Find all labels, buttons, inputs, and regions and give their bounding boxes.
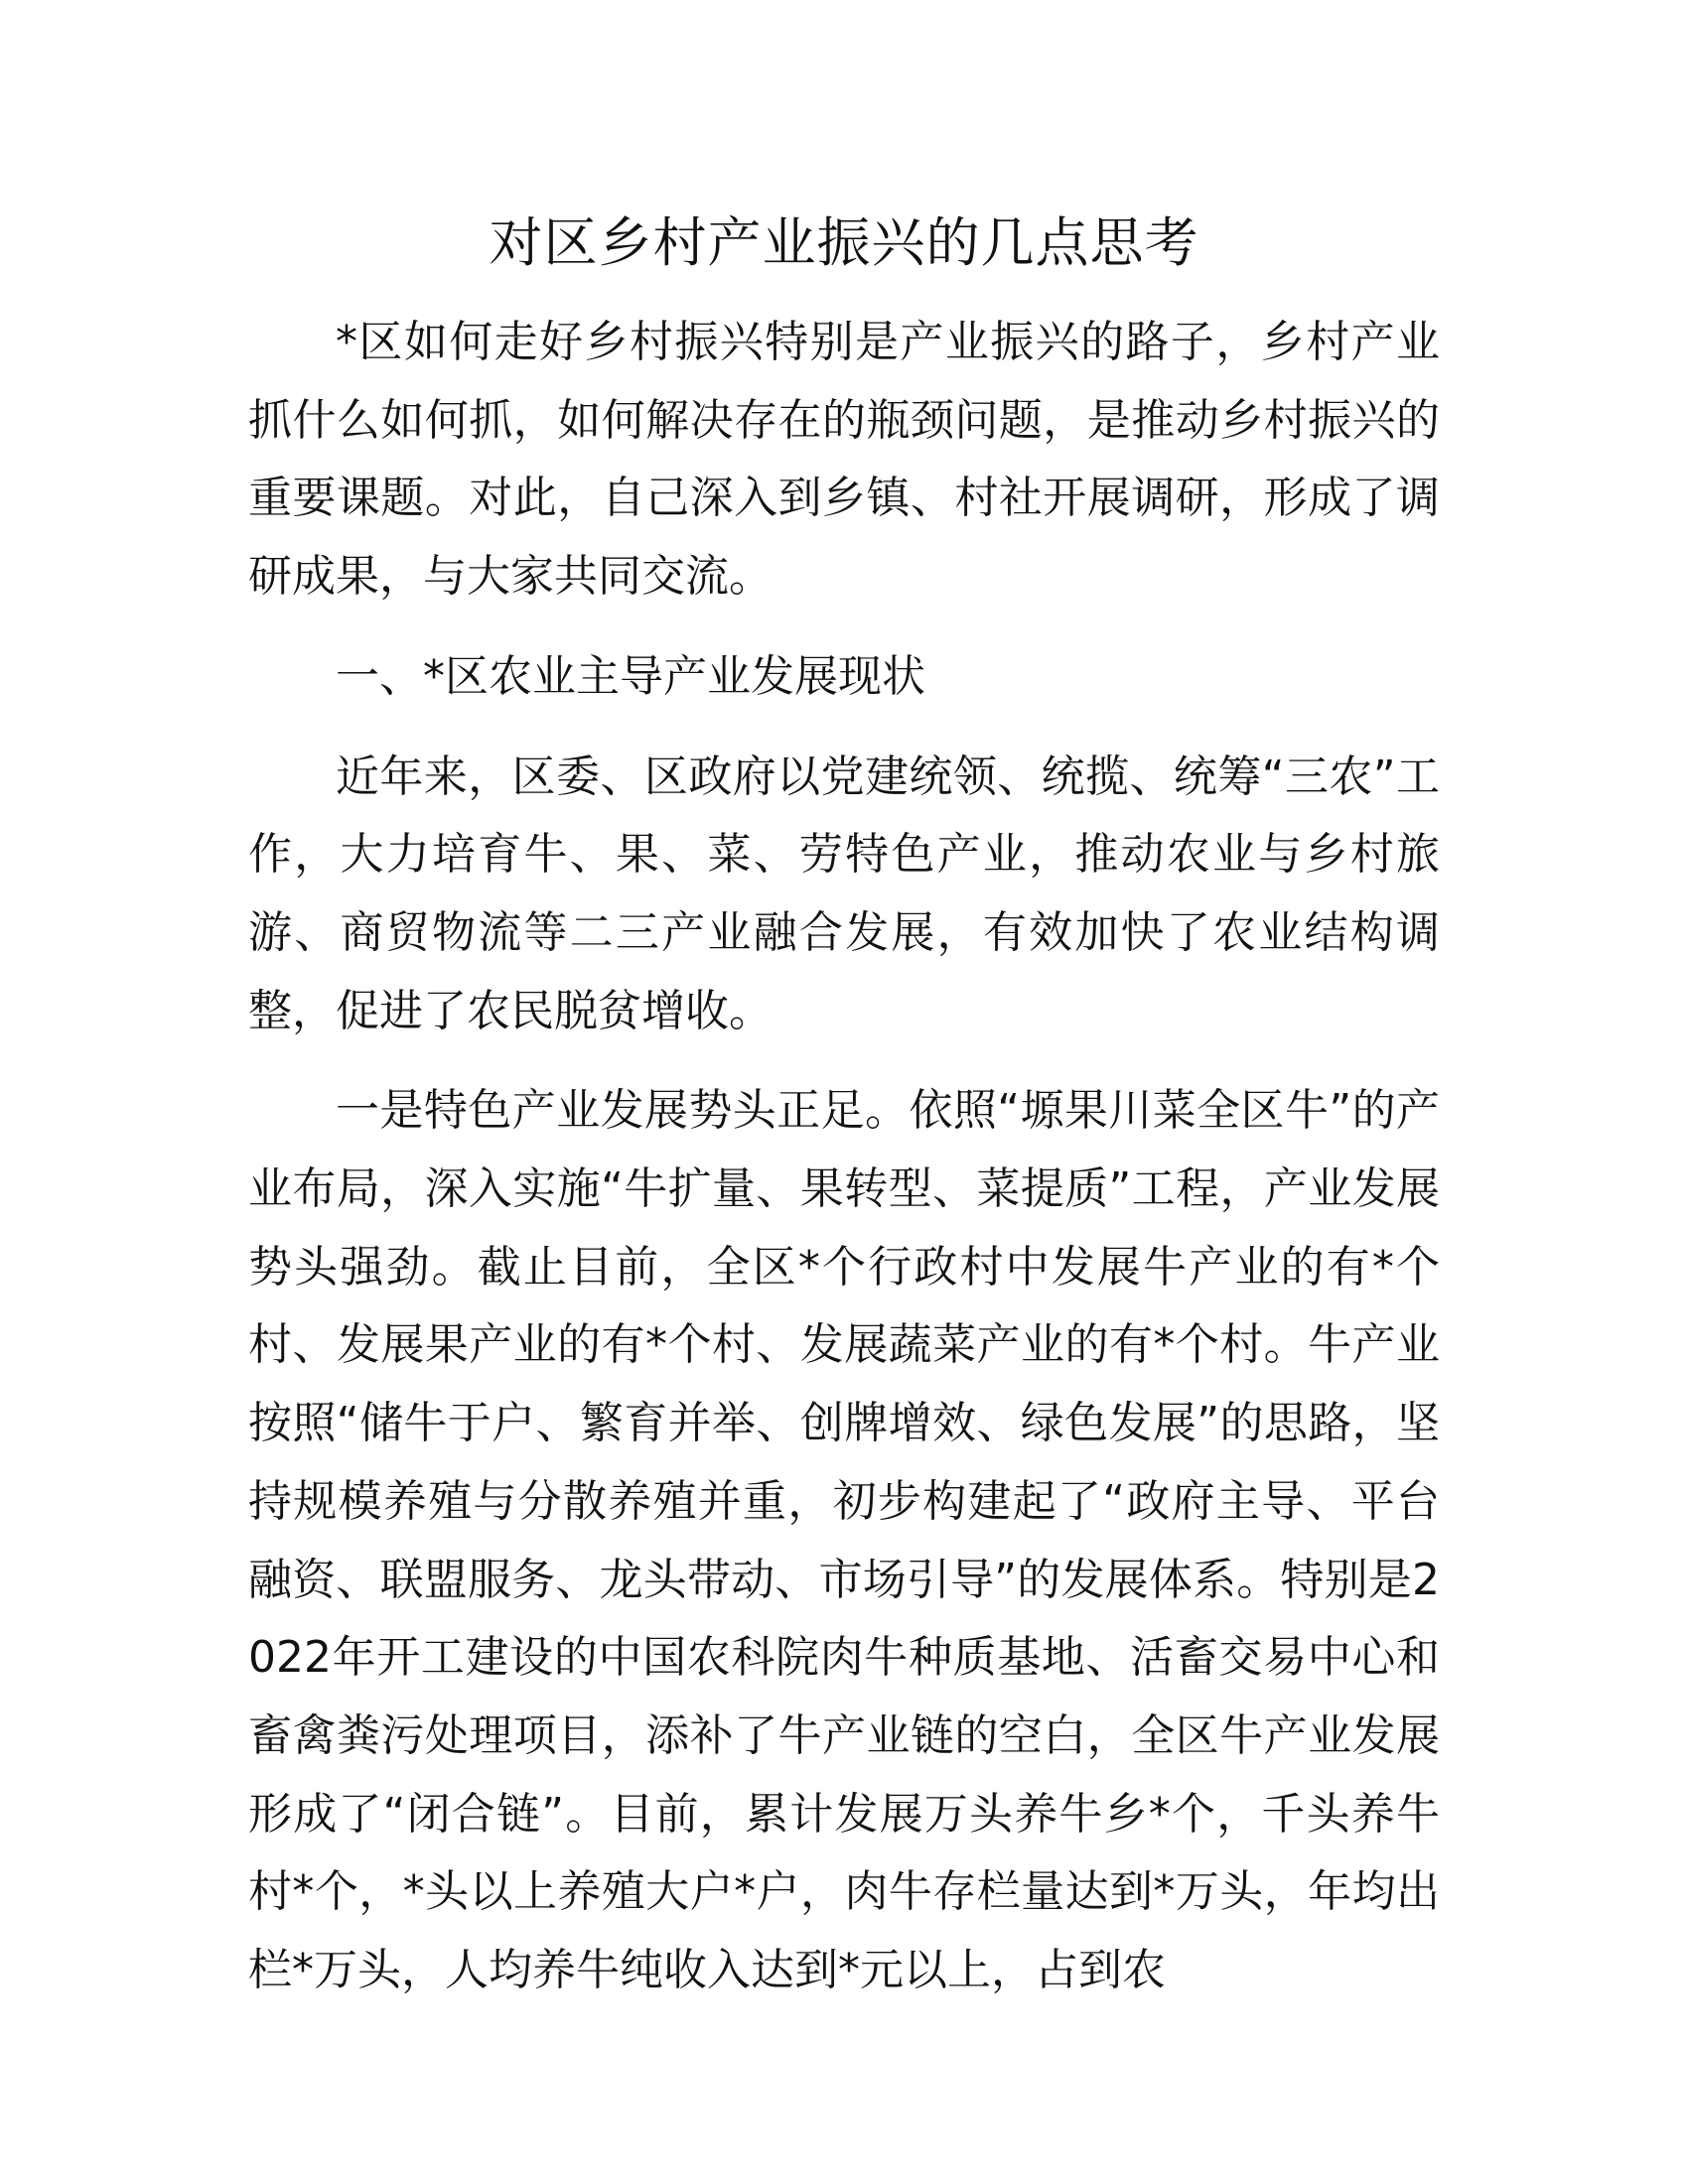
section-heading-1: 一、*区农业主导产业发展现状 xyxy=(336,650,925,702)
industry-paragraph: 一是特色产业发展势头正足。依照“塬果川菜全区牛”的产业布局，深入实施“牛扩量、果转型、菜提质”工程，产业发展势头强劲。截止目前，全区*个行政村中发展牛产业的有*个村、发展果产业的有*个村、发展蔬菜产业的有*个村。牛产业按照“储牛于户、繁育并举、创牌增效、绿色发展”的思路，坚持规模养殖与分散养殖并重，初步构建起了“政府主导、平台融资、联盟服务、龙头带动、市场引导”的发展体系。特别是2022年开工建设的中国农科院肉牛种质基地、活畜交易中心和畜禽粪污处理项目，添补了牛产业链的空白，全区牛产业发展形成了“闭合链”。目前，累计发展万头养牛乡*个，千头养牛村*个，*头以上养殖大户*户，肉牛存栏量达到*万头，年均出栏*万头，人均养牛纯收入达到*元以上，占到农 xyxy=(248,1085,1440,1996)
intro-paragraph: *区如何走好乡村振兴特别是产业振兴的路子，乡村产业抓什么如何抓，如何解决存在的瓶颈问题，是推动乡村振兴的重要课题。对此，自己深入到乡镇、村社开展调研，形成了调研成果，与大家共同交流。 xyxy=(248,317,1440,603)
overview-paragraph: 近年来，区委、区政府以党建统领、统揽、统筹“三农”工作，大力培育牛、果、菜、劳特色产业，推动农业与乡村旅游、商贸物流等二三产业融合发展，有效加快了农业结构调整，促进了农民脱贫增收。 xyxy=(248,751,1440,1036)
document-body xyxy=(248,304,1440,2010)
document-title: 对区乡村产业振兴的几点思考 xyxy=(489,211,1199,274)
